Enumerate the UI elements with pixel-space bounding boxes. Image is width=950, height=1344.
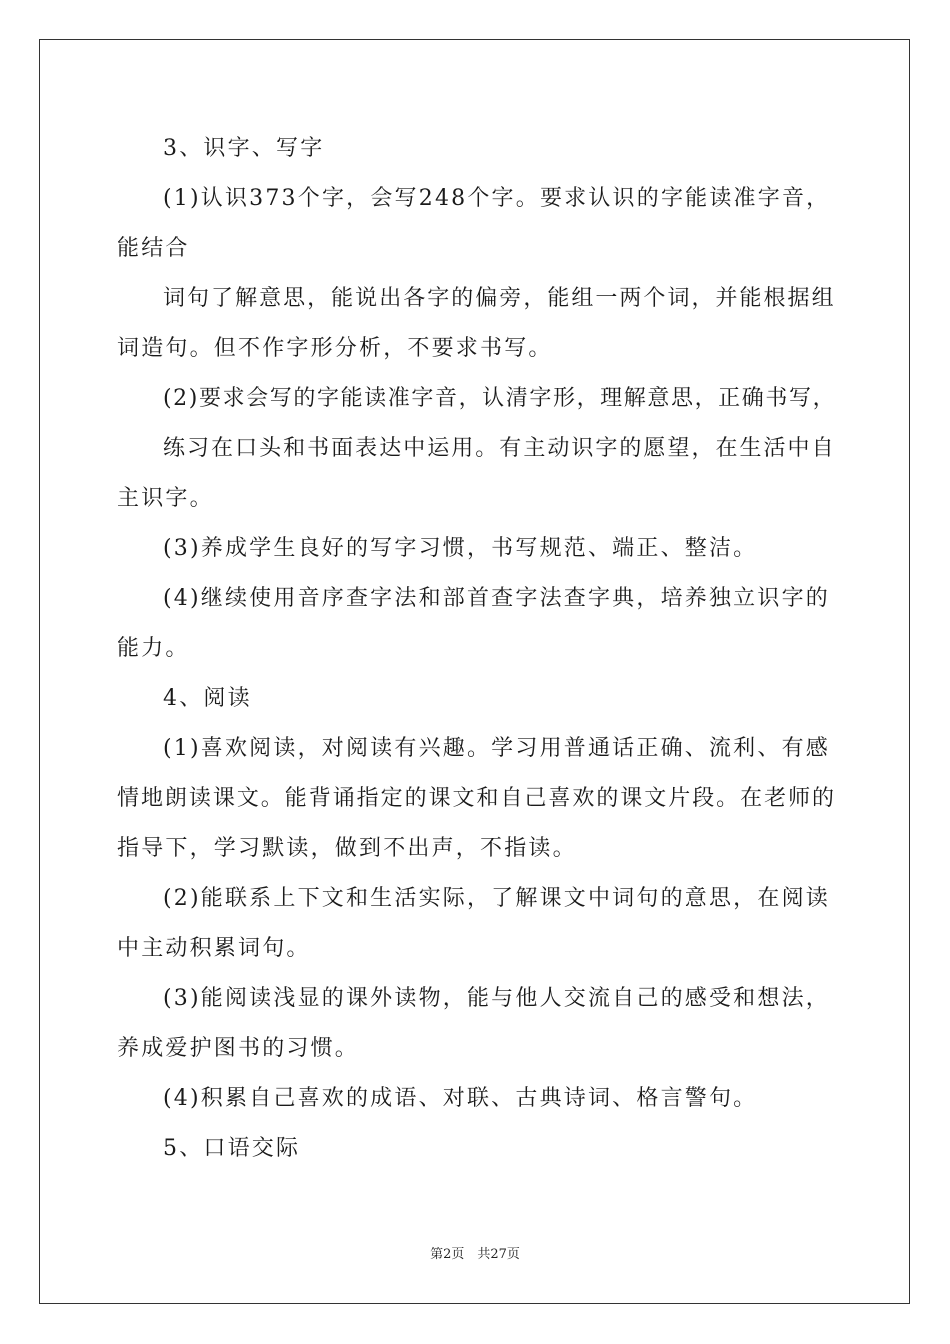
text-line: 词造句。但不作字形分析，不要求书写。 xyxy=(117,336,553,361)
text-line: 养成爱护图书的习惯。 xyxy=(117,1036,360,1061)
text-line: 练习在口头和书面表达中运用。有主动识字的愿望，在生活中自 xyxy=(163,436,836,461)
text-line: (2)要求会写的字能读准字音，认清字形，理解意思，正确书写， xyxy=(163,386,837,411)
text-line: (2)能联系上下文和生活实际，了解课文中词句的意思，在阅读 xyxy=(163,886,830,911)
section-heading-literacy: 3、识字、写字 xyxy=(163,136,325,161)
text-line: (1)喜欢阅读，对阅读有兴趣。学习用普通话正确、流利、有感 xyxy=(163,736,830,761)
section-heading-reading: 4、阅读 xyxy=(163,686,252,711)
section-heading-oral: 5、口语交际 xyxy=(163,1136,301,1161)
text-line: 中主动积累词句。 xyxy=(117,936,311,961)
text-line: (4)继续使用音序查字法和部首查字法查字典，培养独立识字的 xyxy=(163,586,830,611)
text-line: (4)积累自己喜欢的成语、对联、古典诗词、格言警句。 xyxy=(163,1086,758,1111)
text-line: 指导下，学习默读，做到不出声，不指读。 xyxy=(117,836,577,861)
text-line: 能力。 xyxy=(117,636,190,661)
page-border xyxy=(39,39,910,1304)
page-number-footer: 第2页 共27页 xyxy=(430,1247,520,1262)
text-line: 情地朗读课文。能背诵指定的课文和自己喜欢的课文片段。在老师的 xyxy=(117,786,837,811)
text-line: 词句了解意思，能说出各字的偏旁，能组一两个词，并能根据组 xyxy=(163,286,836,311)
text-line: 主识字。 xyxy=(117,486,214,511)
text-line: (3)养成学生良好的写字习惯，书写规范、端正、整洁。 xyxy=(163,536,758,561)
text-line: (3)能阅读浅显的课外读物，能与他人交流自己的感受和想法， xyxy=(163,986,830,1011)
text-line: (1)认识373个字，会写248个字。要求认识的字能读准字音， xyxy=(163,186,831,211)
text-line: 能结合 xyxy=(117,236,190,261)
